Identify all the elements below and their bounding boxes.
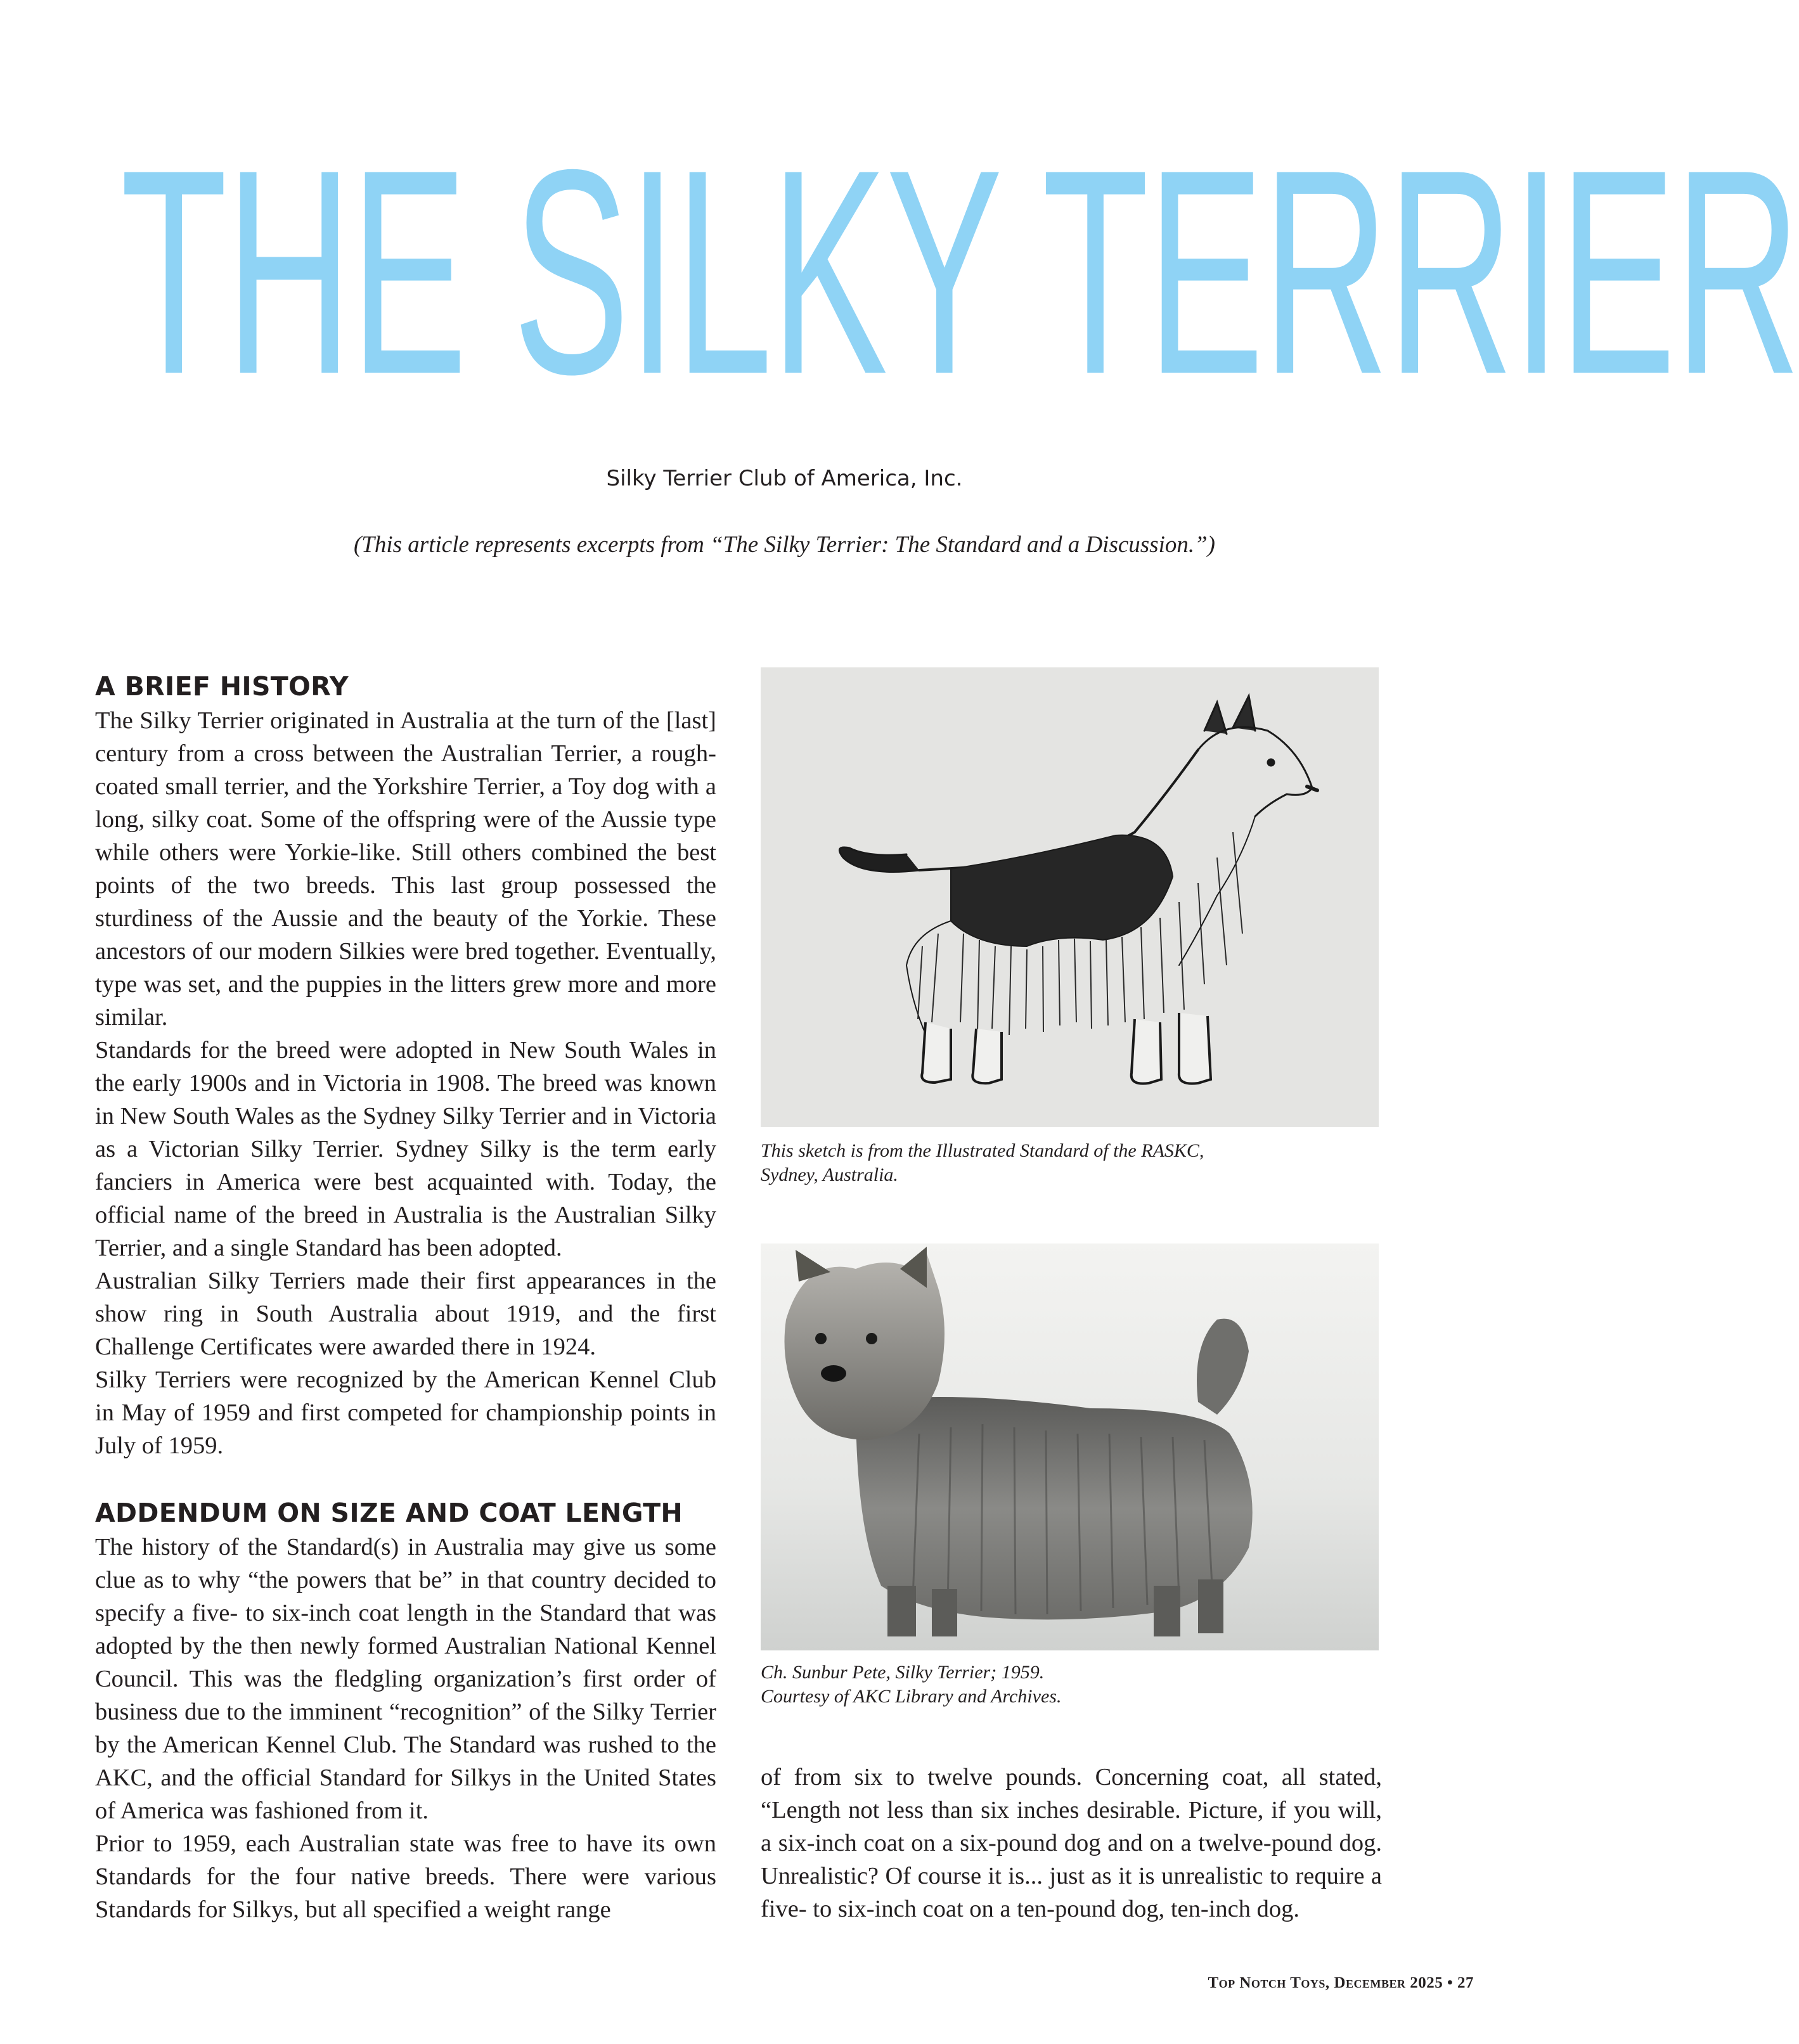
right-column-text xyxy=(761,1761,1382,1925)
article-subtitle: (This article represents excerpts from “The Silky Terrier: The Standard and a Discussion.”) xyxy=(353,532,1215,558)
history-paragraph-2: Standards for the breed were adopted in New South Wales in the early 1900s and in Victoria in 1908. The breed was known in New South Wales as the Sydney Silky Terrier and in Victoria as a Victorian Silky Terrier. Sydney Silky is the term early fanciers in America were best acquainted with. Today, the official name of the breed in Australia is the Australian Silky Terrier, and a single Standard has been adopted. xyxy=(95,1037,716,1261)
history-paragraph-1: The Silky Terrier originated in Australia at the turn of the [last] century from a cross between the Australian Terrier, a rough-coated small terrier, and the Yorkshire Terrier, a Toy dog with a long, silky coat. Some of the offspring were of the Aussie type while others were Yorkie-like. Still others combined the best points of the two breeds. This last group possessed the sturdiness of the Aussie and the beauty of the Yorkie. These ancestors of our modern Silkies were bred together. Eventually, type was set, and the puppies in the litters grew more and more similar. xyxy=(95,707,716,1031)
sketch-caption-line-1: This sketch is from the Illustrated Standard of the RASKC, xyxy=(761,1140,1204,1161)
article-byline: Silky Terrier Club of America, Inc. xyxy=(606,466,963,491)
article-title: THE SILKY TERRIER xyxy=(120,110,1799,435)
terrier-sketch-icon xyxy=(761,667,1379,1127)
left-column xyxy=(95,669,716,1926)
sketch-image xyxy=(761,667,1379,1127)
section-heading-history: A BRIEF HISTORY xyxy=(95,671,349,702)
history-paragraph-3: Australian Silky Terriers made their first appearances in the show ring in South Australia about 1919, and the first Challenge Certificates were awarded there in 1924. xyxy=(95,1268,716,1360)
section-heading-addendum: ADDENDUM ON SIZE AND COAT LENGTH xyxy=(95,1498,683,1528)
sketch-caption xyxy=(761,1139,1382,1187)
sketch-caption-line-2: Sydney, Australia. xyxy=(761,1164,898,1185)
dog-photo-image xyxy=(761,1244,1379,1650)
addendum-paragraph-1: The history of the Standard(s) in Australia may give us some clue as to why “the powers that be” in that country decided to specify a five- to six-inch coat length in the Standard that was adopted by the then newly formed Australian National Kennel Council. This was the fledgling organization’s first order of business due to the imminent “recognition” of the Silky Terrier by the American Kennel Club. The Standard was rushed to the AKC, and the official Standard for Silkys in the United States of America was fashioned from it. xyxy=(95,1534,716,1824)
photo-caption xyxy=(761,1661,1382,1709)
history-paragraph-4: Silky Terriers were recognized by the American Kennel Club in May of 1959 and first competed for championship points in July of 1959. xyxy=(95,1366,716,1459)
photo-caption-line-2: Courtesy of AKC Library and Archives. xyxy=(761,1686,1062,1707)
photo-caption-line-1: Ch. Sunbur Pete, Silky Terrier; 1959. xyxy=(761,1662,1045,1683)
page-footer: Top Notch Toys, December 2025 • 27 xyxy=(1208,1974,1474,1991)
addendum-paragraph-2: Prior to 1959, each Australian state was free to have its own Standards for the four native breeds. There were various Standards for Silkys, but all specified a weight range xyxy=(95,1830,716,1923)
terrier-photo-icon xyxy=(761,1244,1379,1650)
addendum-paragraph-continued: of from six to twelve pounds. Concerning coat, all stated, “Length not less than six inches desirable. Picture, if you will, a six-inch coat on a six-pound dog and on a twelve-pound dog. Unrealistic? Of course it is... just as it is unrealistic to require a five- to six-inch coat on a ten-pound dog, ten-inch dog. xyxy=(761,1764,1382,1922)
